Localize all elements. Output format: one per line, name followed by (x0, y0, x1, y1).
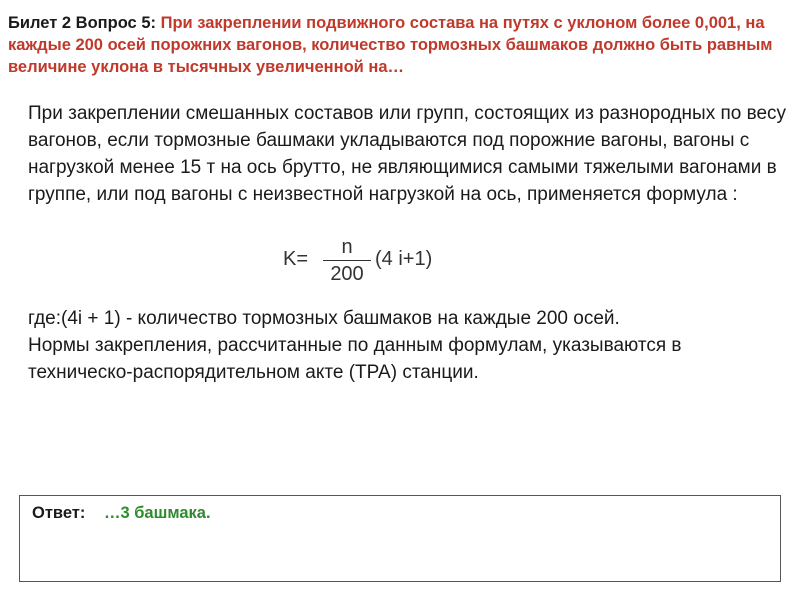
explanation-text (28, 100, 788, 208)
norms-note: Нормы закрепления, рассчитанные по данным формулам, указываются в техническо-распорядительном акте (ТРА) станции. (28, 335, 682, 383)
formula (283, 236, 483, 286)
question-header (8, 12, 792, 78)
explanation-paragraph: При закреплении смешанных составов или групп, состоящих из разнородных по весу вагонов, если тормозные башмаки укладываются под порожние вагоны, вагоны с нагрузкой менее 15 т на ось брутто, не являющимися самыми тяжелыми вагонами в группе, или под вагоны с неизвестной нагрузкой на ось, применяется формула : (28, 103, 787, 205)
answer-label: Ответ: (32, 504, 86, 522)
answer-line (32, 504, 211, 523)
fraction-bar (323, 260, 371, 261)
ticket-label: Билет 2 Вопрос 5: (8, 14, 156, 32)
formula-lhs: K= (283, 248, 309, 270)
formula-definition: где:(4i + 1) - количество тормозных башмаков на каждые 200 осей. (28, 308, 620, 329)
answer-box (19, 495, 781, 582)
formula-rhs: (4 i+1) (375, 248, 433, 270)
formula-fraction (323, 236, 371, 285)
question-text: При закреплении подвижного состава на путях с уклоном более 0,001, на каждые 200 осей порожних вагонов, количество тормозных башмаков должно быть равным величине уклона в тысячных увеличенной на… (8, 14, 773, 76)
answer-value: …3 башмака. (103, 504, 211, 522)
formula-denominator: 200 (330, 263, 364, 285)
formula-numerator: n (341, 236, 353, 258)
formula-explanation (28, 305, 788, 386)
